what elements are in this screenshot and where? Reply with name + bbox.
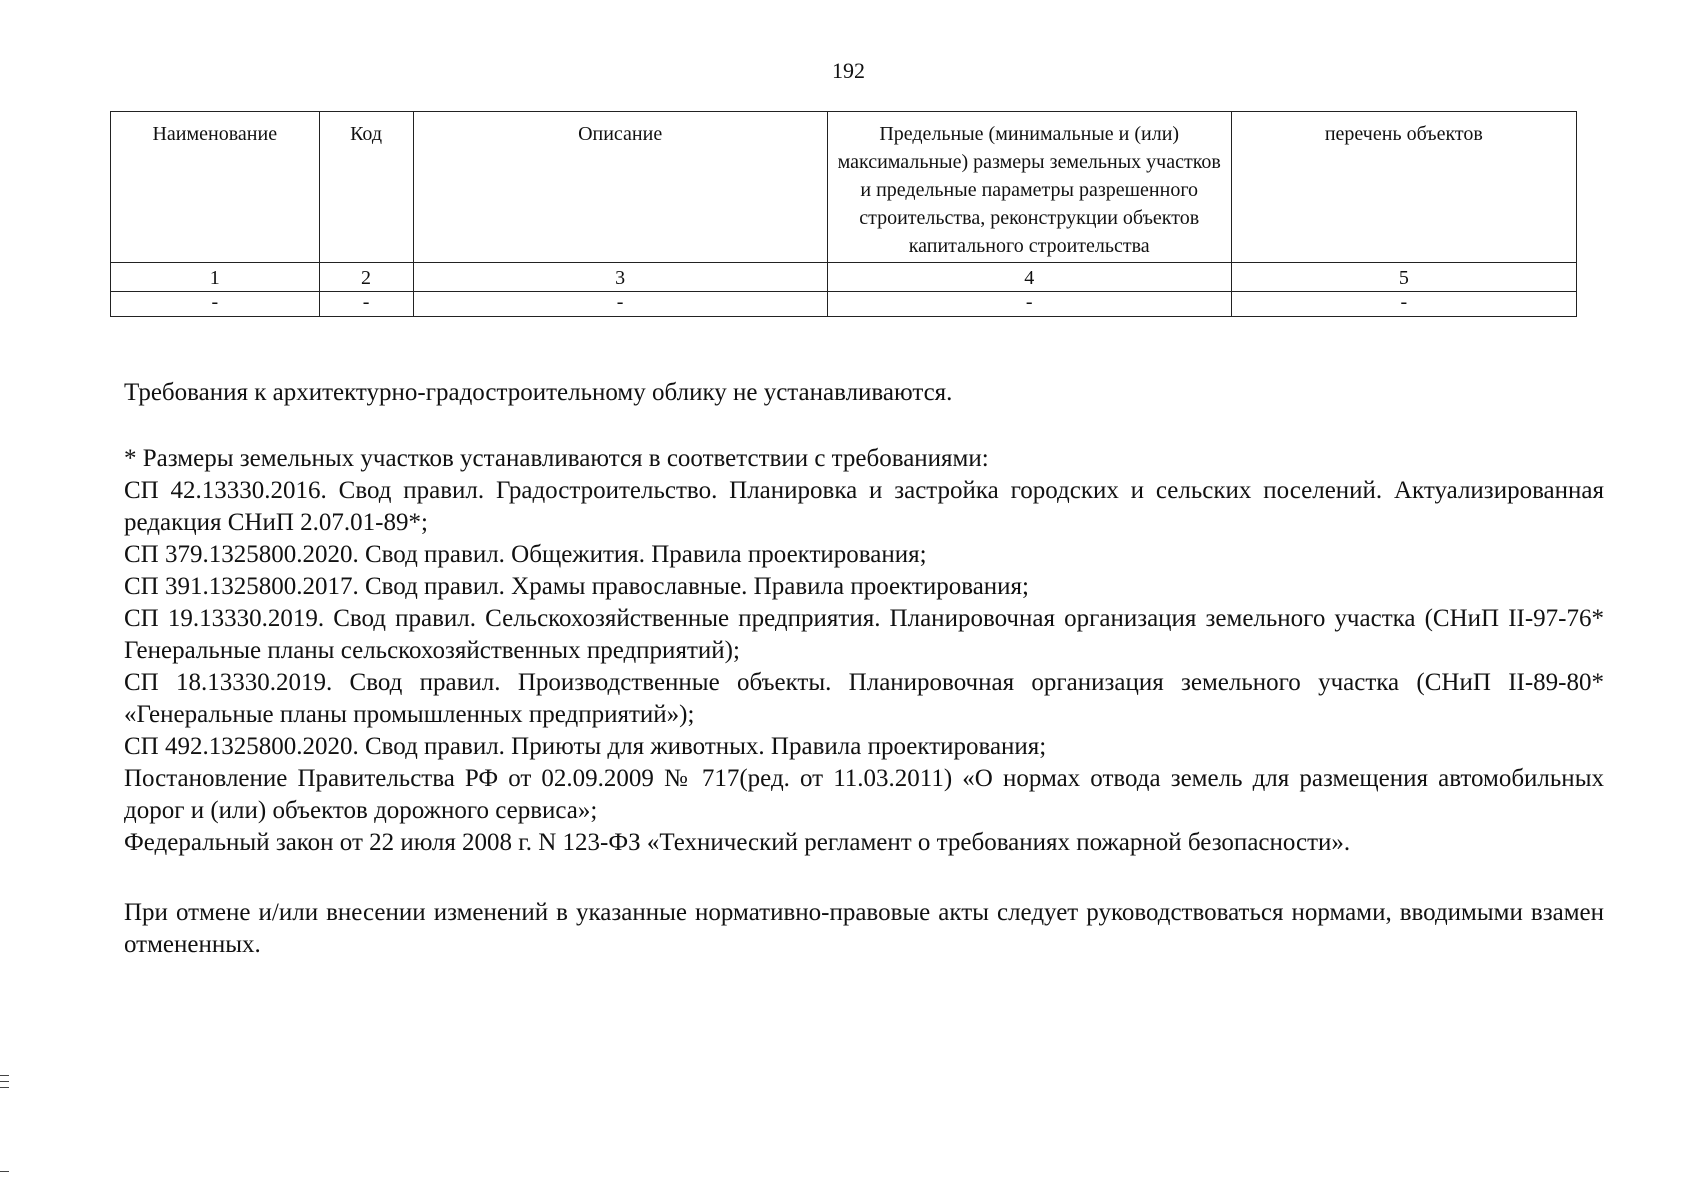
scan-mark <box>0 1075 9 1076</box>
norm-item: СП 42.13330.2016. Свод правил. Градостроительство. Планировка и застройка городских и сельских поселений. Актуализированная редакция СНиП 2.07.01-89*; <box>124 477 1604 536</box>
norm-item: СП 379.1325800.2020. Свод правил. Общежития. Правила проектирования; <box>124 541 927 568</box>
table-cell: - <box>1231 292 1576 317</box>
land-use-table <box>110 111 1577 317</box>
column-number: 2 <box>319 263 413 292</box>
page-number: 192 <box>832 58 865 83</box>
norm-item: СП 18.13330.2019. Свод правил. Производственные объекты. Планировочная организация земельного участка (СНиП II-89-80* «Генеральные планы промышленных предприятий»); <box>124 669 1604 728</box>
table-cell: - <box>413 292 827 317</box>
header-limits: Предельные (минимальные и (или) максимальные) размеры земельных участков и предельные параметры разрешенного строительства, реконструкции объектов капитального строительства <box>827 112 1231 263</box>
header-code: Код <box>319 112 413 263</box>
norm-item: Федеральный закон от 22 июля 2008 г. N 123-ФЗ «Технический регламент о требованиях пожарной безопасности». <box>124 829 1351 856</box>
norm-item: СП 391.1325800.2017. Свод правил. Храмы православные. Правила проектирования; <box>124 573 1029 600</box>
norms-block <box>124 443 1604 859</box>
table-cell: - <box>111 292 320 317</box>
column-number-row <box>111 263 1577 292</box>
column-number: 3 <box>413 263 827 292</box>
table-header-row <box>111 112 1577 263</box>
column-number: 1 <box>111 263 320 292</box>
header-object-list: перечень объектов <box>1231 112 1576 263</box>
scan-mark <box>0 1081 9 1082</box>
final-note-text: При отмене и/или внесении изменений в указанные нормативно-правовые акты следует руководствоваться нормами, вводимыми взамен отмененных. <box>124 899 1604 958</box>
norms-intro: * Размеры земельных участков устанавливаются в соответствии с требованиями: <box>124 445 989 472</box>
architecture-note-text: Требования к архитектурно-градостроительному облику не устанавливаются. <box>124 379 953 406</box>
table-cell: - <box>319 292 413 317</box>
table-cell: - <box>827 292 1231 317</box>
column-number: 4 <box>827 263 1231 292</box>
header-description: Описание <box>413 112 827 263</box>
architecture-note <box>124 377 1604 409</box>
norm-item: Постановление Правительства РФ от 02.09.2009 № 717(ред. от 11.03.2011) «О нормах отвода земель для размещения автомобильных дорог и (или) объектов дорожного сервиса»; <box>124 765 1604 824</box>
final-note <box>124 897 1604 961</box>
scan-mark <box>0 1087 9 1088</box>
table-row <box>111 292 1577 317</box>
scan-mark <box>0 1171 9 1172</box>
header-name: Наименование <box>111 112 320 263</box>
norm-item: СП 492.1325800.2020. Свод правил. Приюты для животных. Правила проектирования; <box>124 733 1047 760</box>
column-number: 5 <box>1231 263 1576 292</box>
norm-item: СП 19.13330.2019. Свод правил. Сельскохозяйственные предприятия. Планировочная организация земельного участка (СНиП II-97-76* Генеральные планы сельскохозяйственных предприятий); <box>124 605 1604 664</box>
